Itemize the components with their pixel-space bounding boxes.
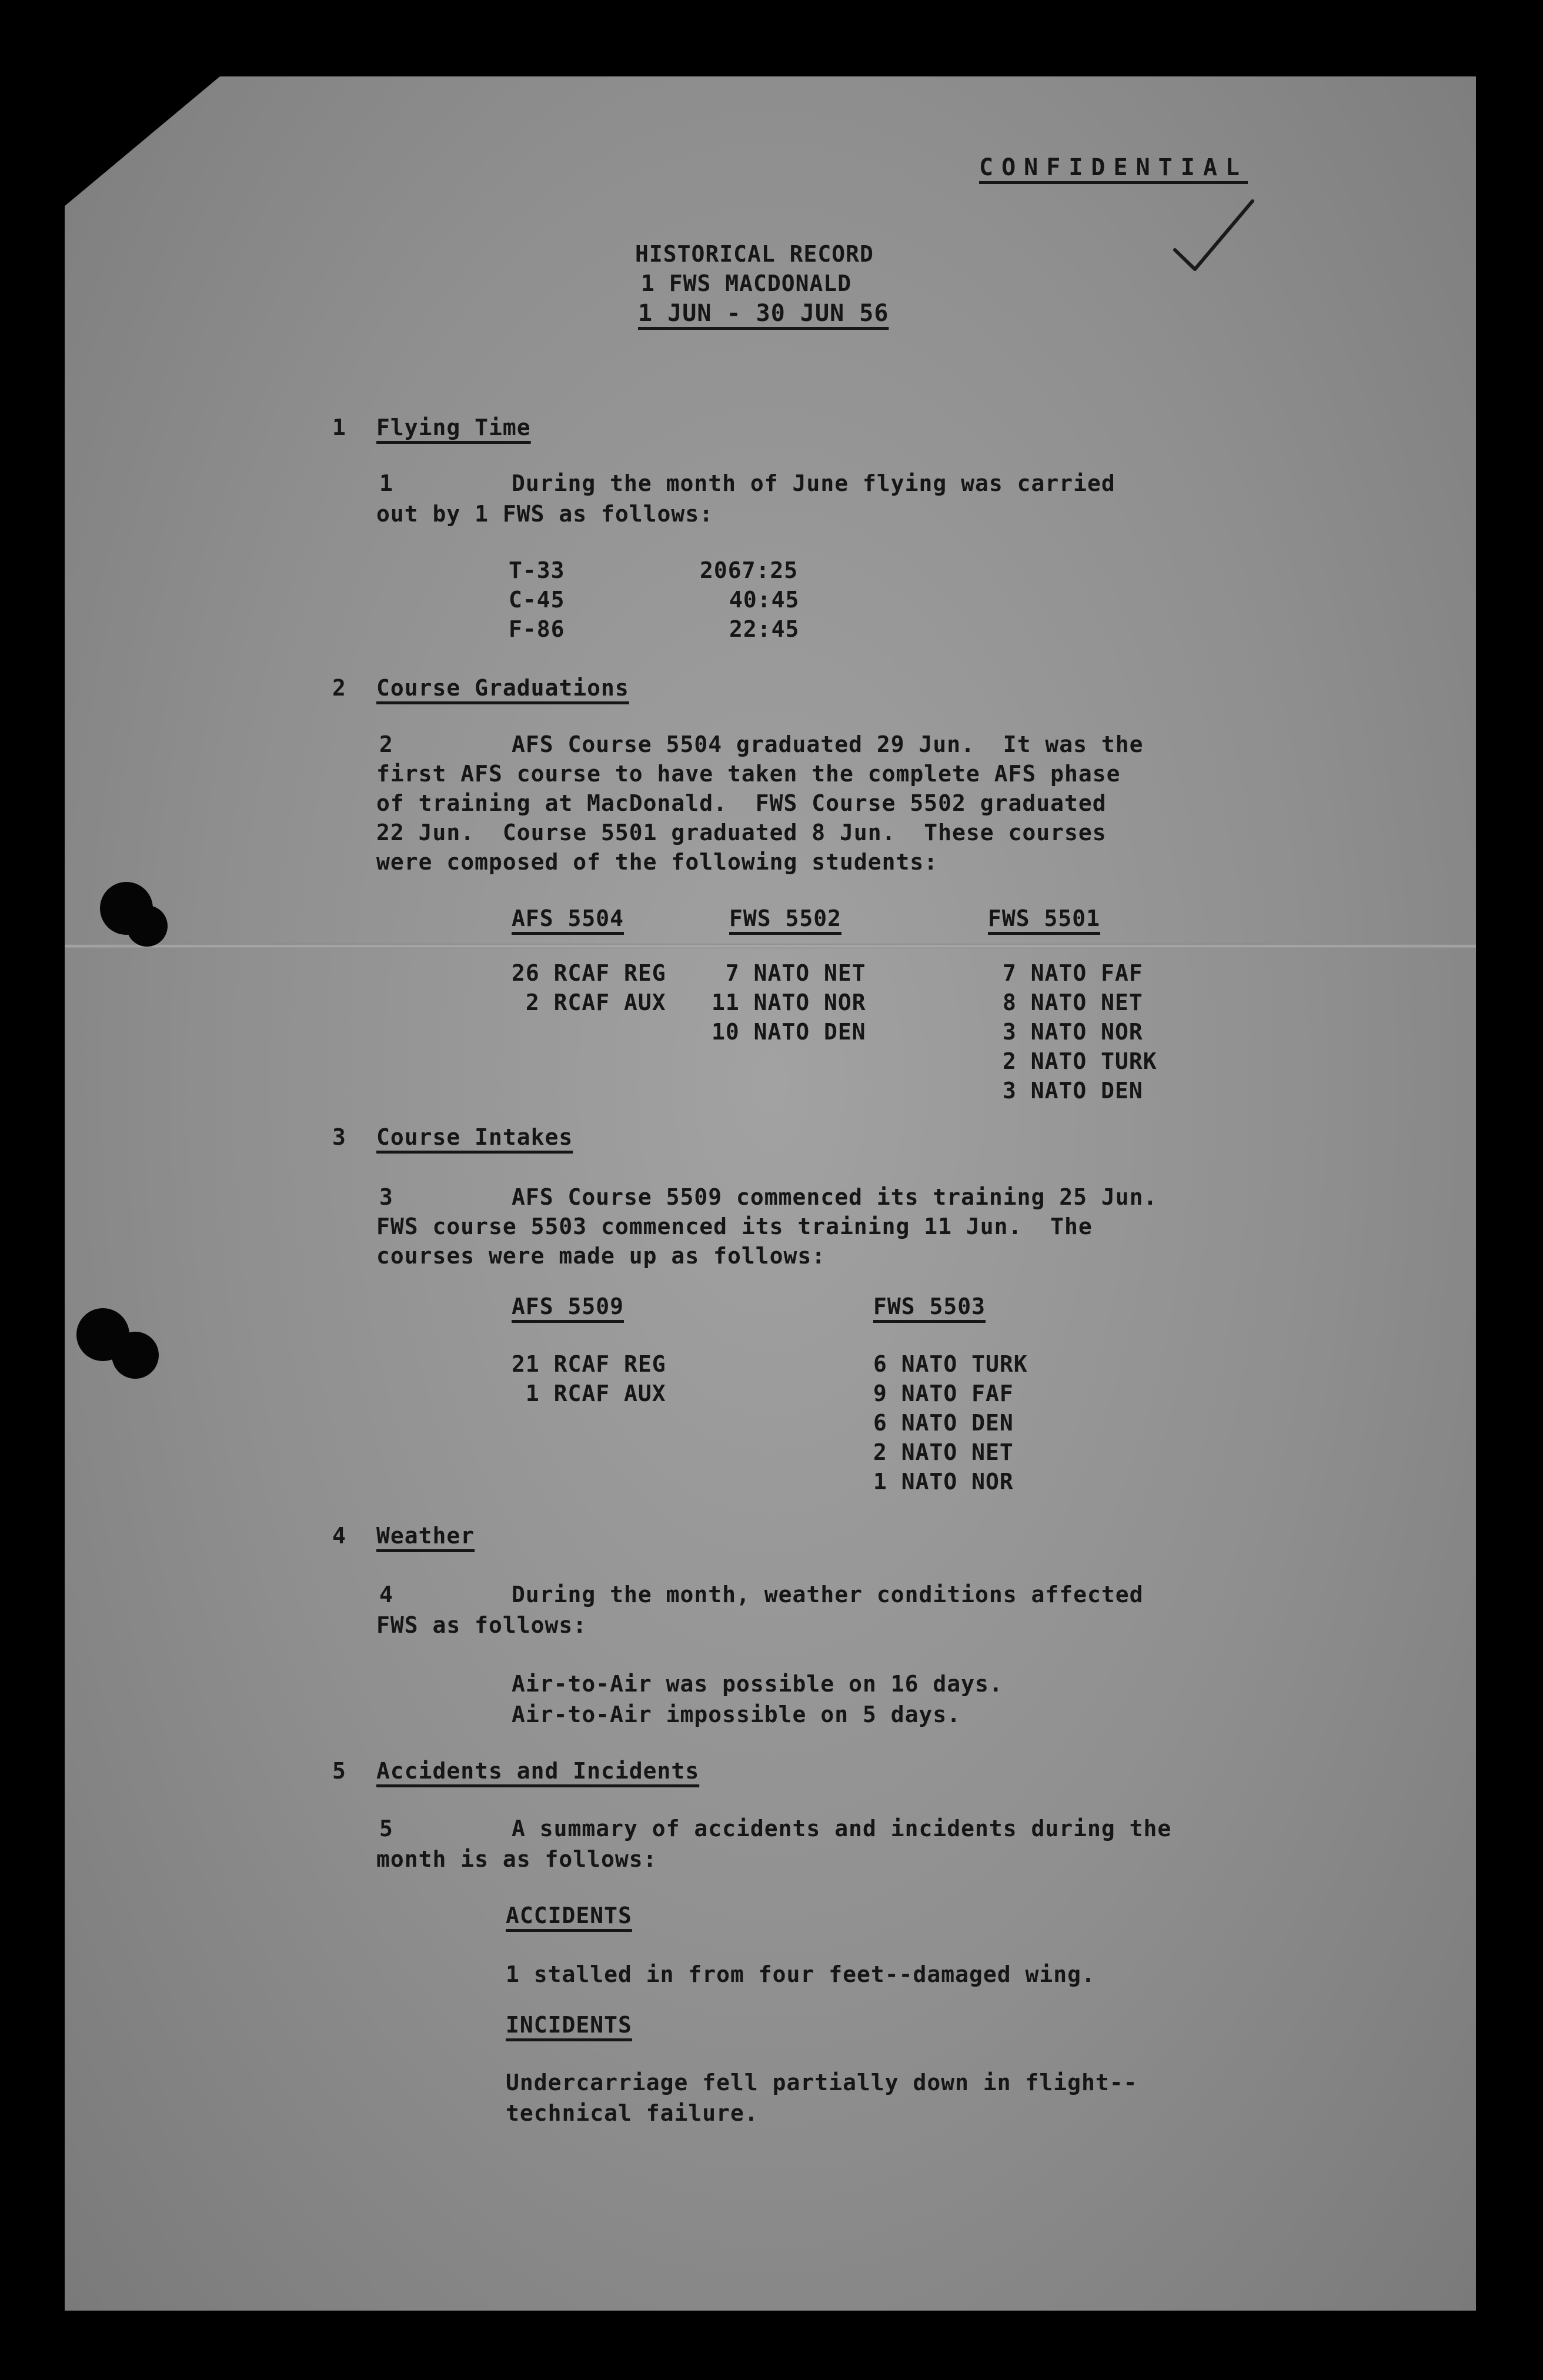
binder-hole-top-2 (126, 905, 168, 947)
student-count: 26 RCAF REG (512, 960, 666, 986)
paragraph-line: 22 Jun. Course 5501 graduated 8 Jun. These courses (376, 820, 1107, 845)
checkmark-icon (1170, 194, 1258, 282)
header-unit: 1 FWS MACDONALD (641, 270, 852, 296)
paragraph-line: During the month of June flying was carried (512, 470, 1115, 496)
student-count: 1 RCAF AUX (512, 1380, 666, 1406)
student-count: 3 NATO DEN (1003, 1078, 1143, 1104)
student-count: 7 NATO NET (712, 960, 866, 986)
header-title: HISTORICAL RECORD (635, 241, 874, 267)
subsection-title: INCIDENTS (506, 2012, 632, 2038)
student-count: 6 NATO TURK (873, 1351, 1028, 1377)
student-count: 2 RCAF AUX (512, 990, 666, 1015)
section-number: 3 (332, 1124, 346, 1150)
student-count: 21 RCAF REG (512, 1351, 666, 1377)
paragraph-line: A summary of accidents and incidents during the (512, 1816, 1172, 1841)
incident-description: technical failure. (506, 2100, 759, 2126)
weather-line: Air-to-Air was possible on 16 days. (512, 1671, 1003, 1697)
aircraft-type: F-86 (509, 616, 565, 642)
student-count: 7 NATO FAF (1003, 960, 1143, 986)
flying-time: 2067:25 (700, 557, 799, 583)
paragraph-line: were composed of the following students: (376, 849, 939, 875)
aircraft-type: C-45 (509, 587, 565, 613)
paragraph-number: 1 (379, 470, 393, 496)
student-count: 2 NATO TURK (1003, 1048, 1157, 1074)
column-header: AFS 5504 (512, 905, 624, 931)
student-count: 9 NATO FAF (873, 1380, 1014, 1406)
header-period: 1 JUN - 30 JUN 56 (638, 300, 889, 327)
section-title: Weather (376, 1523, 475, 1549)
paragraph-line: out by 1 FWS as follows: (376, 501, 714, 527)
classification-stamp: CONFIDENTIAL (979, 154, 1248, 181)
weather-line: Air-to-Air impossible on 5 days. (512, 1702, 961, 1727)
section-number: 2 (332, 675, 346, 701)
section-title: Accidents and Incidents (376, 1758, 700, 1784)
subsection-title: ACCIDENTS (506, 1903, 632, 1928)
student-count: 11 NATO NOR (712, 990, 866, 1015)
paragraph-number: 2 (379, 731, 393, 757)
paragraph-number: 4 (379, 1582, 393, 1607)
paragraph-line: AFS Course 5504 graduated 29 Jun. It was the (512, 731, 1144, 757)
section-number: 1 (332, 415, 346, 440)
section-title: Course Intakes (376, 1124, 573, 1150)
column-header: FWS 5503 (873, 1293, 986, 1319)
section-title: Flying Time (376, 415, 531, 440)
student-count: 3 NATO NOR (1003, 1019, 1143, 1045)
column-header: FWS 5501 (988, 905, 1101, 931)
flying-time: 22:45 (729, 616, 800, 642)
paragraph-line: of training at MacDonald. FWS Course 5502 graduated (376, 790, 1107, 816)
paragraph-line: FWS course 5503 commenced its training 11 Jun. The (376, 1214, 1093, 1239)
accident-description: 1 stalled in from four feet--damaged wing. (506, 1961, 1096, 1987)
flying-time: 40:45 (729, 587, 800, 613)
student-count: 6 NATO DEN (873, 1410, 1014, 1436)
student-count: 10 NATO DEN (712, 1019, 866, 1045)
paragraph-line: AFS Course 5509 commenced its training 25 Jun. (512, 1184, 1158, 1210)
paragraph-line: first AFS course to have taken the complete AFS phase (376, 761, 1121, 787)
student-count: 1 NATO NOR (873, 1469, 1014, 1495)
section-number: 4 (332, 1523, 346, 1549)
paragraph-line: courses were made up as follows: (376, 1243, 826, 1269)
paragraph-line: month is as follows: (376, 1846, 657, 1872)
column-header: AFS 5509 (512, 1293, 624, 1319)
section-number: 5 (332, 1758, 346, 1784)
student-count: 8 NATO NET (1003, 990, 1143, 1015)
paragraph-line: During the month, weather conditions affected (512, 1582, 1144, 1607)
aircraft-type: T-33 (509, 557, 565, 583)
paragraph-number: 3 (379, 1184, 393, 1210)
page-fold-line (65, 944, 1476, 948)
paragraph-line: FWS as follows: (376, 1612, 587, 1638)
column-header: FWS 5502 (729, 905, 842, 931)
incident-description: Undercarriage fell partially down in flight-- (506, 2070, 1138, 2095)
binder-hole-bottom-2 (112, 1332, 159, 1379)
paragraph-number: 5 (379, 1816, 393, 1841)
student-count: 2 NATO NET (873, 1439, 1014, 1465)
section-title: Course Graduations (376, 675, 629, 701)
